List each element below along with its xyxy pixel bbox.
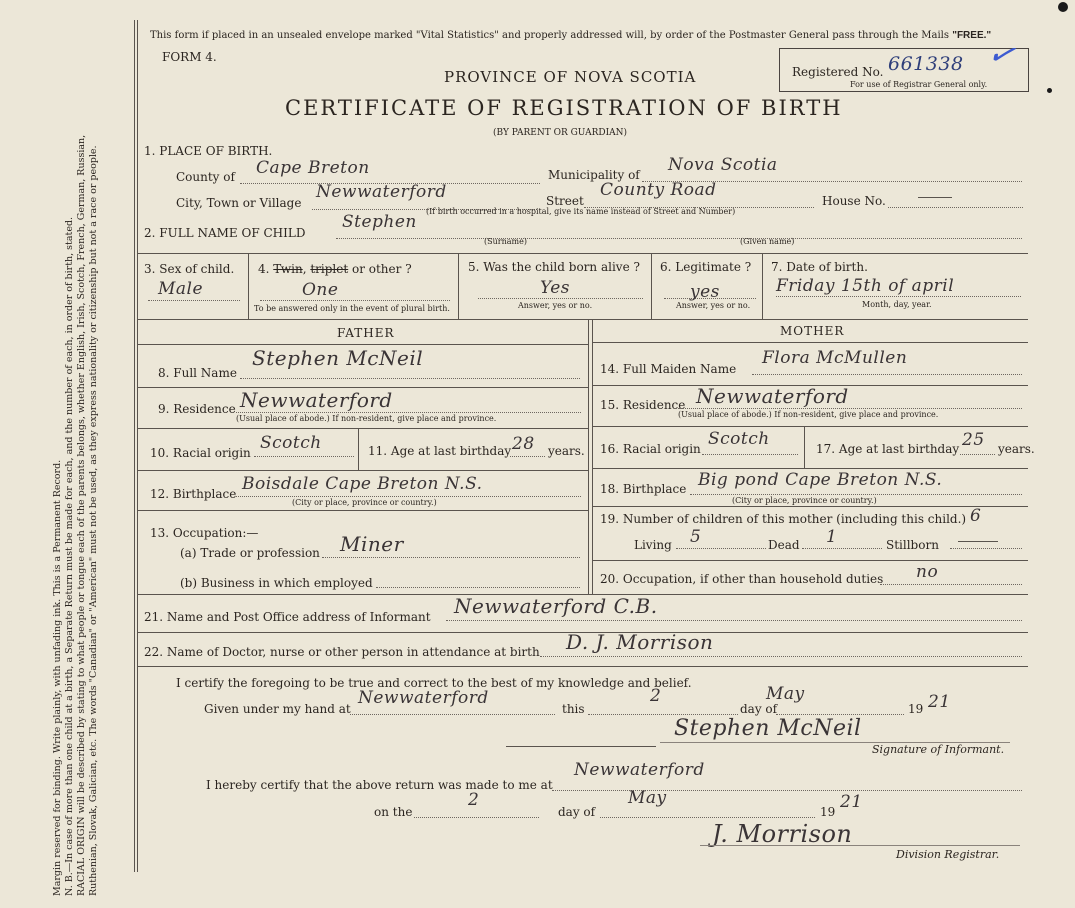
alive-note: Answer, yes or no. — [518, 301, 593, 310]
father-residence-label: 9. Residence — [158, 402, 236, 416]
registrar-place: Newwaterford — [574, 760, 705, 780]
surname-note: (Surname) — [484, 237, 527, 246]
living-label: Living — [634, 538, 672, 552]
form-left-border — [134, 20, 135, 872]
informant-signature: Stephen McNeil — [674, 716, 862, 741]
father-race-value: Scotch — [260, 433, 322, 453]
this-day-value: 2 — [650, 686, 662, 706]
street-label: Street — [546, 194, 584, 208]
page-title: CERTIFICATE OF REGISTRATION OF BIRTH — [285, 96, 843, 120]
mother-children-label: 19. Number of children of this mother (including this child.) — [600, 512, 967, 526]
mother-birthplace-value: Big pond Cape Breton N.S. — [698, 470, 943, 490]
registration-box — [779, 32, 1029, 92]
father-business-label: (b) Business in which employed — [180, 576, 373, 590]
twin-label: 4. Twin, triplet or other ? — [258, 262, 412, 276]
on-the-label: on the — [374, 805, 413, 819]
date-note: Month, day, year. — [862, 300, 932, 309]
mother-race-value: Scotch — [708, 429, 770, 449]
legitimate-note: Answer, yes or no. — [676, 301, 751, 310]
legitimate-label: 6. Legitimate ? — [660, 260, 752, 274]
province-heading: PROVINCE OF NOVA SCOTIA — [444, 68, 697, 86]
child-name-value: Stephen — [342, 212, 417, 232]
street-value: County Road — [600, 180, 717, 200]
mother-name-value: Flora McMullen — [762, 348, 908, 368]
father-name-label: 8. Full Name — [158, 366, 237, 380]
informant-label: 21. Name and Post Office address of Informant — [144, 610, 431, 624]
mother-city-note: (City or place, province or country.) — [732, 496, 877, 505]
birthplace-heading: 1. PLACE OF BIRTH. — [144, 144, 273, 158]
twin-value: One — [302, 280, 339, 300]
binding-hole — [1047, 88, 1052, 93]
doctor-label: 22. Name of Doctor, nurse or other person in attendance at birth — [144, 645, 540, 659]
year-prefix: 19 — [908, 702, 924, 716]
margin-instructions — [52, 16, 100, 896]
sex-value: Male — [158, 279, 204, 299]
date-label: 7. Date of birth. — [771, 260, 868, 274]
mother-age-value: 25 — [962, 430, 985, 450]
certify-statement: I certify the foregoing to be true and correct to the best of my knowledge and belief. — [176, 676, 692, 690]
informant-sig-label: Signature of Informant. — [872, 743, 1005, 756]
living-value: 5 — [690, 527, 702, 547]
mother-years-label: years. — [998, 442, 1035, 456]
registrar-day: 2 — [468, 790, 480, 810]
hospital-note: (If birth occurred in a hospital, give its name instead of Street and Number) — [426, 207, 736, 216]
legitimate-value: yes — [690, 282, 720, 302]
mother-residence-label: 15. Residence — [600, 398, 686, 412]
registrar-sig-label: Division Registrar. — [896, 848, 1000, 861]
child-name-label: 2. FULL NAME OF CHILD — [144, 226, 306, 240]
father-age-label: 11. Age at last birthday — [368, 444, 512, 458]
municipality-label: Municipality of — [548, 168, 640, 182]
doctor-value: D. J. Morrison — [566, 630, 714, 654]
city-value: Newwaterford — [316, 182, 447, 202]
registrar-signature: J. Morrison — [712, 820, 853, 848]
mail-note: This form if placed in an unsealed envelope marked "Vital Statistics" and properly addressed will, by order of the Postmaster General pass through the Mails "FREE." — [150, 30, 992, 41]
mother-age-label: 17. Age at last birthday — [816, 442, 960, 456]
alive-value: Yes — [540, 278, 571, 298]
check-mark-icon: ✓ — [983, 32, 1020, 76]
given-under-label: Given under my hand at — [204, 702, 351, 716]
registrar-statement: I hereby certify that the above return was made to me at — [206, 778, 553, 792]
margin-line-4: Ruthenian, Slovak, Galician, etc. The words "Canadian" or "American" must not be used, as they express nationality or citizenship but not a race or people. — [88, 145, 99, 896]
father-abode-note: (Usual place of abode.) If non-resident, give place and province. — [236, 414, 497, 423]
father-years-label: years. — [548, 444, 585, 458]
form-left-border-inner — [137, 20, 138, 872]
margin-line-2: N. B.—In case of more than one child at a birth, a Separate Return must be made for each, and the number of each, in order of birth, stated. — [64, 216, 75, 896]
father-trade-label: (a) Trade or profession — [180, 546, 320, 560]
mother-children-value: 6 — [970, 506, 982, 526]
mother-abode-note: (Usual place of abode.) If non-resident, give place and province. — [678, 410, 939, 419]
given-name-note: (Given name) — [740, 237, 795, 246]
registered-note: For use of Registrar General only. — [850, 80, 988, 89]
mother-name-label: 14. Full Maiden Name — [600, 362, 737, 376]
father-trade-value: Miner — [340, 532, 404, 556]
father-birthplace-label: 12. Birthplace — [150, 487, 237, 501]
registrar-month: May — [628, 788, 667, 808]
father-residence-value: Newwaterford — [240, 388, 393, 412]
father-name-value: Stephen McNeil — [252, 346, 424, 370]
house-label: House No. — [822, 194, 886, 208]
registrar-year-suffix: 21 — [840, 792, 863, 812]
city-label: City, Town or Village — [176, 196, 302, 210]
dead-label: Dead — [768, 538, 800, 552]
subtitle: (BY PARENT OR GUARDIAN) — [493, 128, 628, 138]
this-label: this — [562, 702, 585, 716]
father-occupation-label: 13. Occupation:— — [150, 526, 259, 540]
date-value: Friday 15th of april — [776, 276, 955, 296]
registered-number: 661338 — [888, 53, 964, 75]
binding-hole — [1058, 2, 1068, 12]
dead-value: 1 — [826, 527, 838, 547]
alive-label: 5. Was the child born alive ? — [468, 260, 640, 274]
twin-note: To be answered only in the event of plural birth. — [254, 304, 450, 313]
mother-occupation-value: no — [916, 562, 939, 582]
stillborn-dash — [958, 541, 998, 542]
informant-value: Newwaterford C.B. — [454, 594, 658, 618]
registered-label: Registered No. — [792, 65, 884, 79]
mother-occupation-label: 20. Occupation, if other than household duties — [600, 572, 884, 586]
house-dash — [918, 197, 952, 198]
mother-heading: MOTHER — [780, 324, 845, 338]
father-heading: FATHER — [337, 326, 395, 340]
year-suffix: 21 — [928, 692, 951, 712]
registrar-year-prefix: 19 — [820, 805, 836, 819]
county-label: County of — [176, 170, 235, 184]
father-city-note: (City or place, province or country.) — [292, 498, 437, 507]
mother-residence-value: Newwaterford — [696, 384, 849, 408]
given-at-value: Newwaterford — [358, 688, 489, 708]
month-value: May — [766, 684, 805, 704]
father-race-label: 10. Racial origin — [150, 446, 251, 460]
mother-race-label: 16. Racial origin — [600, 442, 701, 456]
stillborn-label: Stillborn — [886, 538, 939, 552]
county-value: Cape Breton — [256, 158, 370, 178]
margin-line-3: RACIAL ORIGIN will be described by stating to what people or tongue each of the parents belongs, whether English, Irish, Scotch, French, German, Russian, — [76, 134, 87, 896]
municipality-value: Nova Scotia — [668, 155, 778, 175]
mother-birthplace-label: 18. Birthplace — [600, 482, 687, 496]
form-number: FORM 4. — [162, 50, 217, 64]
day-of-label: day of — [740, 702, 778, 716]
sex-label: 3. Sex of child. — [144, 262, 235, 276]
registrar-day-of-label: day of — [558, 805, 596, 819]
margin-line-1: Margin reserved for binding. Write plainly, with unfading ink. This is a Permanent Record. — [52, 459, 63, 896]
father-birthplace-value: Boisdale Cape Breton N.S. — [242, 474, 483, 494]
father-age-value: 28 — [512, 434, 535, 454]
